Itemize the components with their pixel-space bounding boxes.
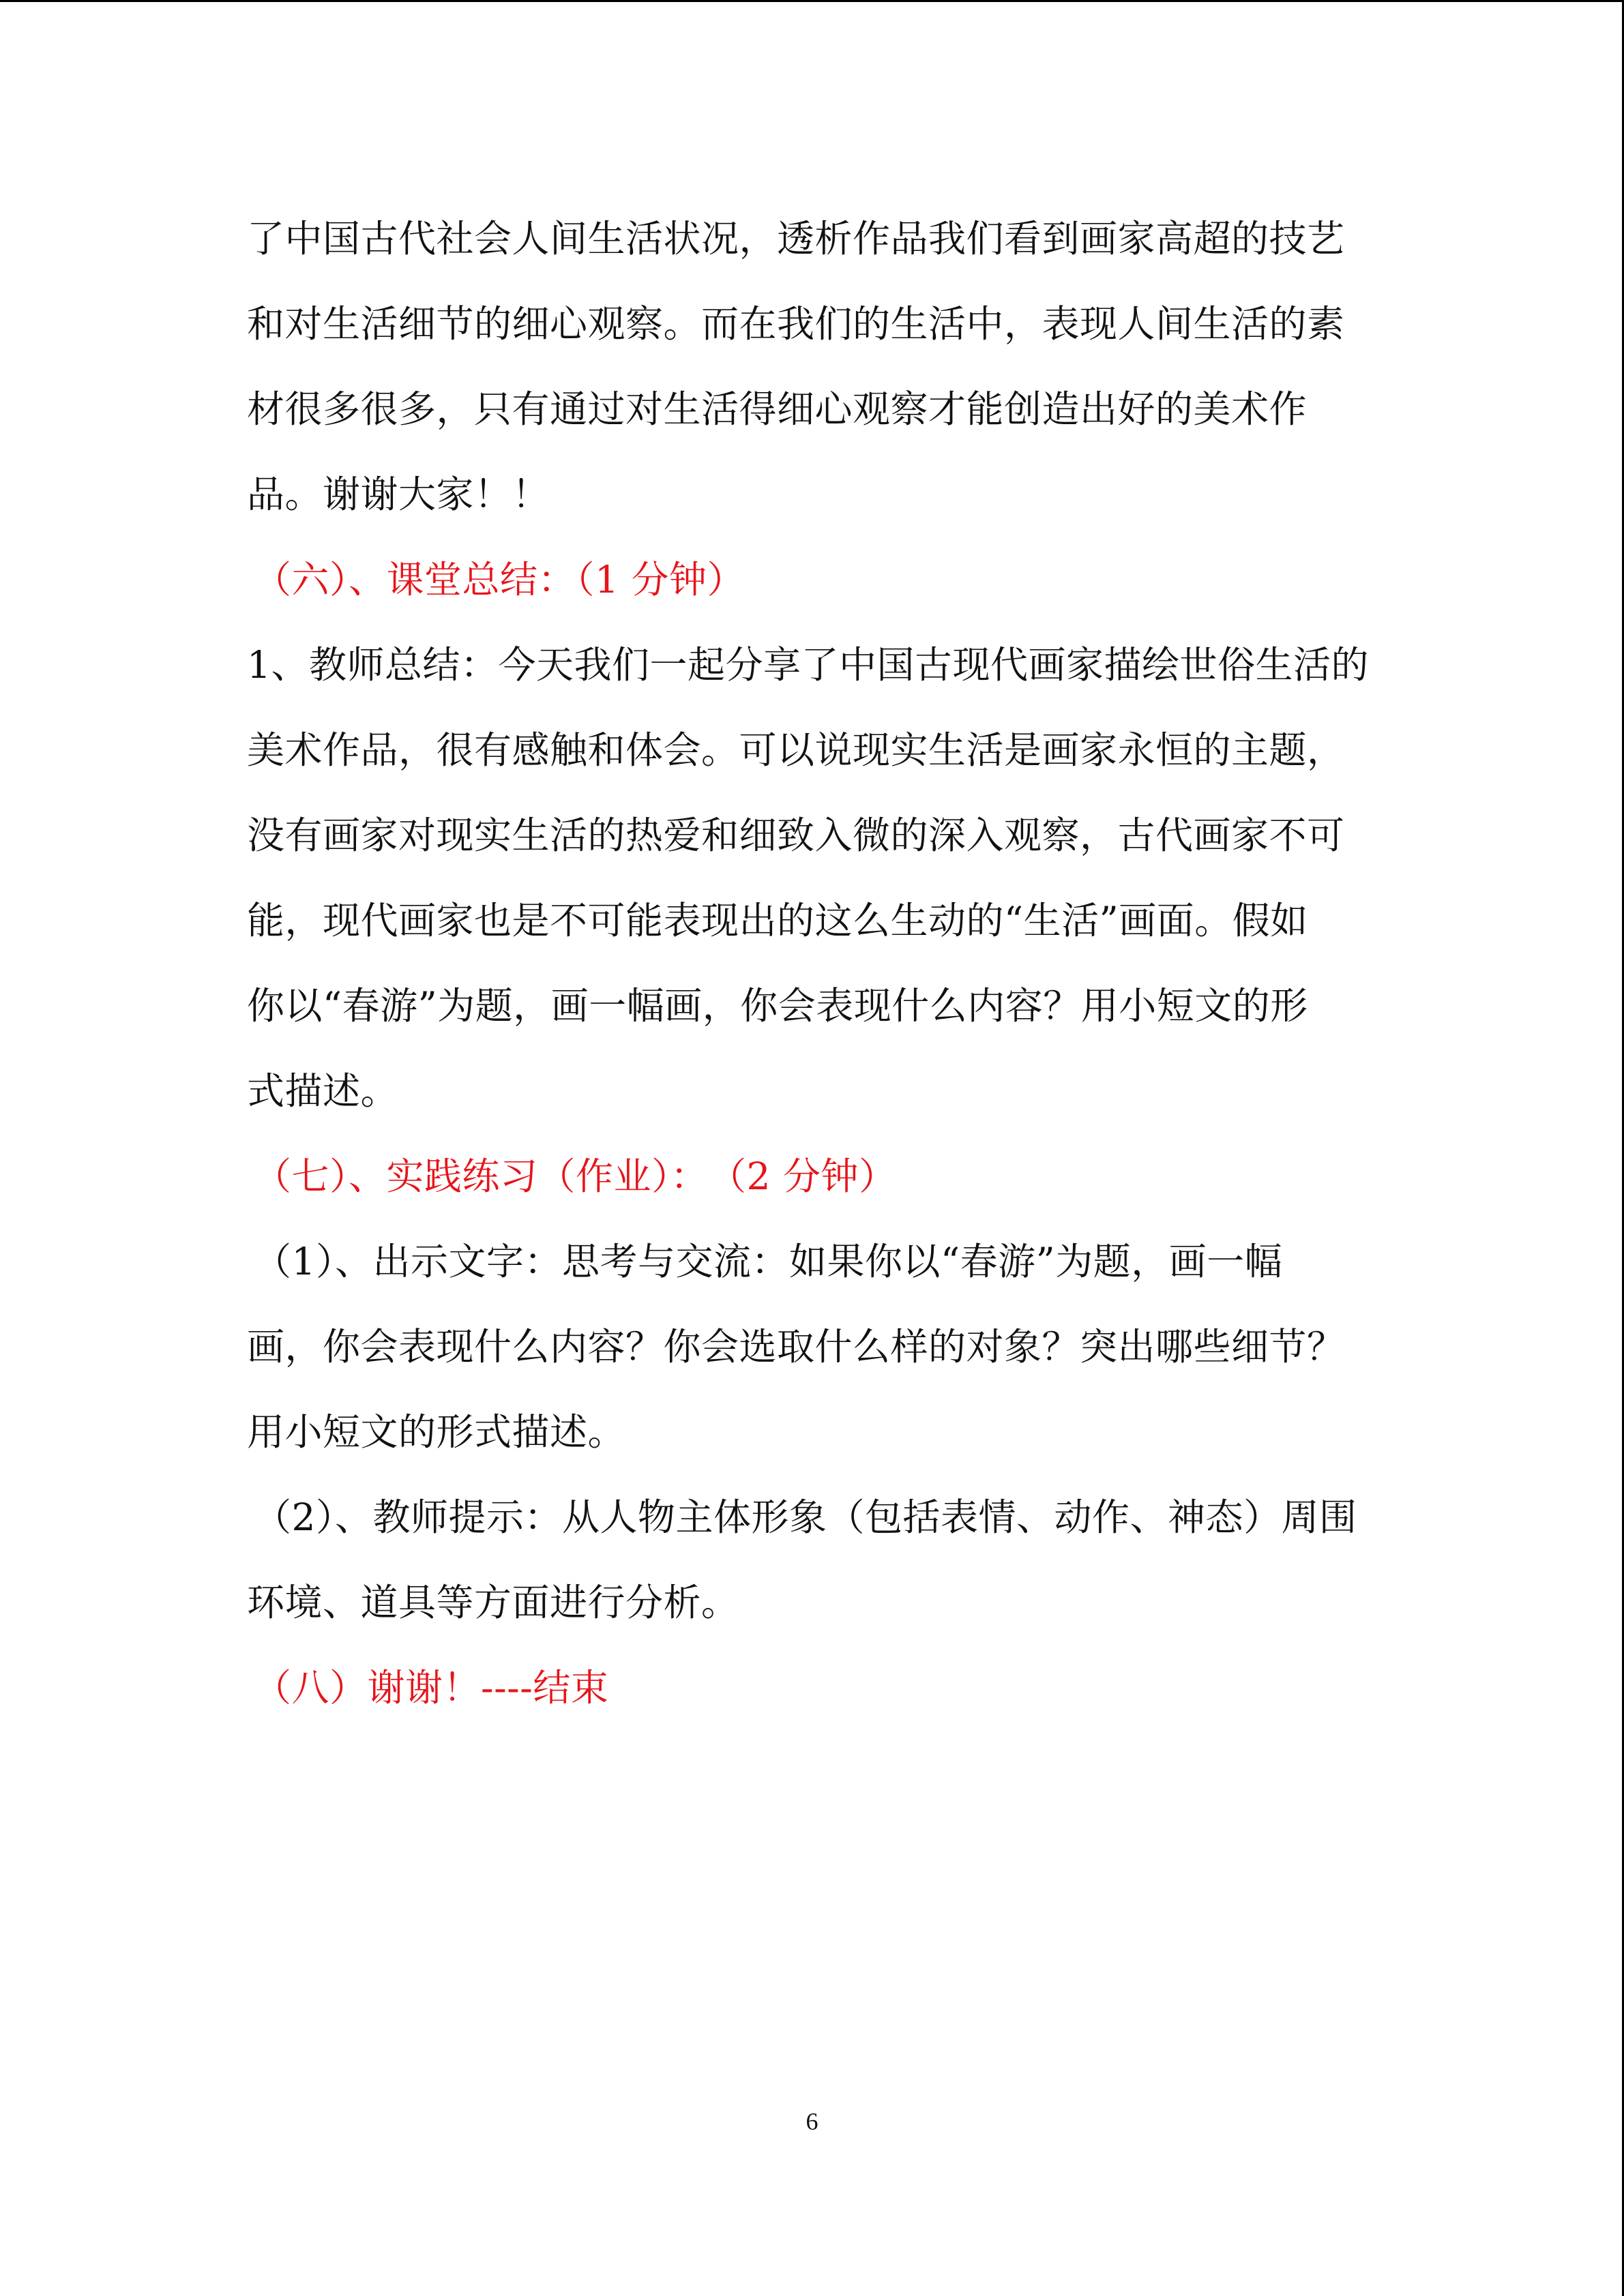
body-text-line: （2）、教师提示：从人物主体形象（包括表情、动作、神态）周围 xyxy=(254,1495,1357,1539)
body-text-line: 1、教师总结：今天我们一起分享了中国古现代画家描绘世俗生活的 xyxy=(247,643,1369,687)
body-text-line: 用小短文的形式描述。 xyxy=(247,1410,626,1454)
section-heading-end: （八）谢谢！----结束 xyxy=(254,1666,609,1710)
page-number: 6 xyxy=(806,2108,818,2135)
body-text-line: 式描述。 xyxy=(247,1069,399,1113)
body-text-line: 品。谢谢大家！！ xyxy=(247,473,550,516)
body-text-line: （1）、出示文字：思考与交流：如果你以“春游”为题，画一幅 xyxy=(254,1240,1283,1283)
body-text-line: 环境、道具等方面进行分析。 xyxy=(247,1581,739,1624)
section-heading-practice: （七）、实践练习（作业）： （2 分钟） xyxy=(254,1154,897,1198)
body-text-line: 材很多很多，只有通过对生活得细心观察才能创造出好的美术作 xyxy=(247,387,1308,431)
section-heading-summary: （六）、课堂总结：（1 分钟） xyxy=(254,558,745,601)
body-text-line: 和对生活细节的细心观察。而在我们的生活中，表现人间生活的素 xyxy=(247,302,1345,346)
body-text-line: 画，你会表现什么内容？你会选取什么样的对象？突出哪些细节？ xyxy=(247,1325,1345,1369)
body-text-line: 你以“春游”为题，画一幅画，你会表现什么内容？用小短文的形 xyxy=(247,984,1308,1028)
body-text-line: 能，现代画家也是不可能表现出的这么生动的“生活”画面。假如 xyxy=(247,899,1308,942)
body-text-line: 了中国古代社会人间生活状况，透析作品我们看到画家高超的技艺 xyxy=(247,217,1345,260)
body-text-line: 美术作品，很有感触和体会。可以说现实生活是画家永恒的主题， xyxy=(247,728,1345,772)
body-text-line: 没有画家对现实生活的热爱和细致入微的深入观察，古代画家不可 xyxy=(247,814,1345,857)
